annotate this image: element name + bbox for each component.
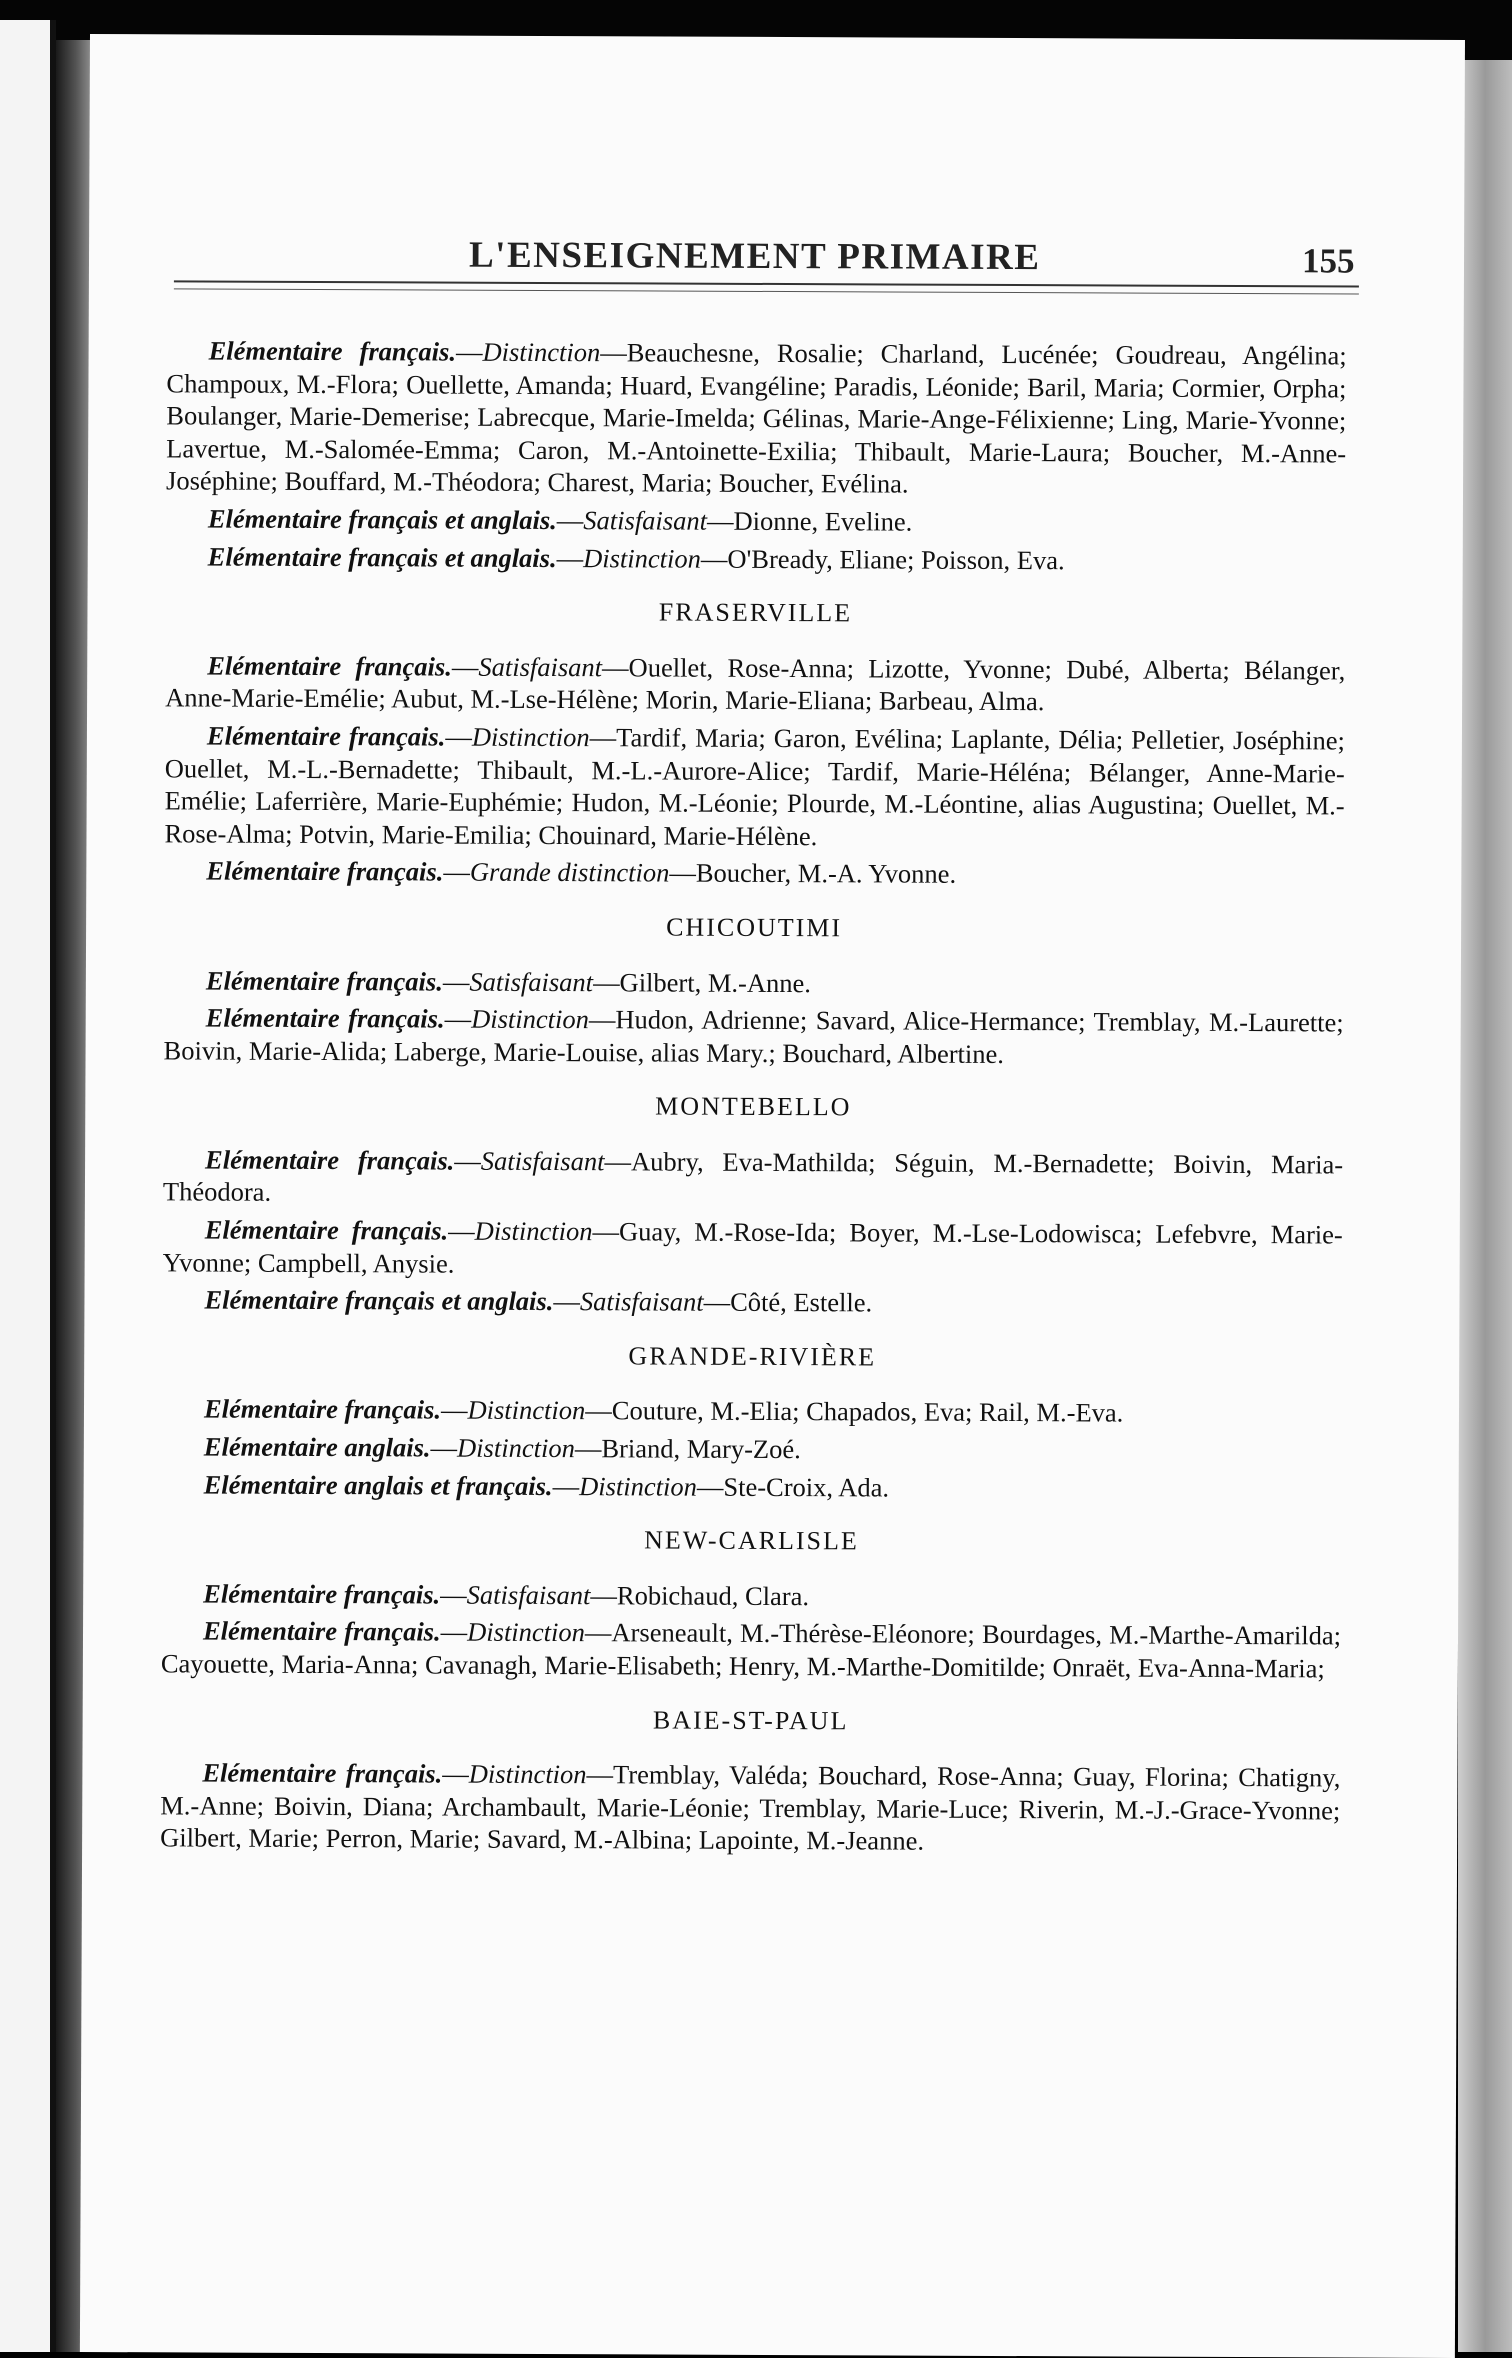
result-entry: Elémentaire français et anglais.—Satisfaisant—Côté, Estelle. <box>204 1284 873 1318</box>
student-names: Guay, M.-Rose-Ida; Boyer, M.-Lse-Lodowisca; Lefebvre, Marie-Yvonne; Campbell, Anysie. <box>162 1216 1343 1279</box>
book-page <box>80 34 1465 2358</box>
exam-level: Elémentaire français. <box>202 1757 443 1789</box>
page-header <box>89 204 1464 280</box>
grade-mark: Grande distinction <box>469 856 670 888</box>
grade-mark: Satisfaisant <box>469 966 594 997</box>
result-entry: Elémentaire anglais.—Distinction—Briand, Mary-Zoé. <box>203 1431 801 1465</box>
exam-level: Elémentaire français et anglais. <box>204 1284 554 1317</box>
result-entry: Elémentaire français.—Distinction—Arseneault, M.-Thérèse-Eléonore; Bourdages, M.-Marthe-Amarilda; Cayouette, Maria-Anna; Cavanagh, Marie-Elisabeth; Henry, M.-Marthe-Domitilde; Onraët, Eva-Anna-Maria; <box>160 1615 1342 1684</box>
student-names: Robichaud, Clara. <box>616 1580 810 1611</box>
student-names: O'Bready, Eliane; Poisson, Eva. <box>727 543 1065 575</box>
town-heading: GRANDE-RIVIÈRE <box>628 1341 877 1372</box>
grade-mark: Distinction <box>471 721 590 753</box>
result-entry: Elémentaire français.—Satisfaisant—Aubry, Eva-Mathilda; Séguin, M.-Bernadette; Boivin, Maria-Théodora. <box>162 1144 1344 1208</box>
student-names: Aubry, Eva-Mathilda; Séguin, M.-Bernadette; Boivin, Maria-Théodora. <box>162 1146 1344 1208</box>
grade-mark: Distinction <box>467 1617 586 1648</box>
town-heading: MONTEBELLO <box>655 1091 852 1122</box>
result-entry: Elémentaire français.—Distinction—Beauchesne, Rosalie; Charland, Lucénée; Goudreau, Angélina; Champoux, M.-Flora; Ouellette, Amanda; Huard, Evangéline; Paradis, Léonide; Baril, Maria; Cormier, Orpha; Boulanger, Marie-Demerise; Labrecque, Marie-Imelda; Gélinas, Marie-Ange-Félixienne; Ling, Marie-Yvonne; Lavertue, M.-Salomée-Emma; Caron, M.-Antoinette-Exilia; Thibault, Marie-Laura; Boucher, M.-Anne-Joséphine; Bouffard, M.-Théodora; Charest, Maria; Boucher, Evélina. <box>165 335 1347 499</box>
town-heading: CHICOUTIMI <box>666 912 843 943</box>
grade-mark: Distinction <box>579 1470 697 1502</box>
exam-level: Elémentaire français. <box>205 1002 445 1034</box>
grade-mark: Distinction <box>474 1215 593 1247</box>
exam-level: Elémentaire français. <box>208 335 457 367</box>
result-entry: Elémentaire français et anglais.—Distinction—O'Bready, Eliane; Poisson, Eva. <box>207 541 1065 575</box>
exam-level: Elémentaire français. <box>207 650 452 682</box>
student-names: Boucher, M.-A. Yvonne. <box>695 857 957 890</box>
grade-mark: Satisfaisant <box>480 1145 605 1177</box>
grade-mark: Satisfaisant <box>466 1579 591 1611</box>
student-names: Arseneault, M.-Thérèse-Eléonore; Bourdages, M.-Marthe-Amarilda; Cayouette, Maria-Anna; Cavanagh, Marie-Elisabeth; Henry, M.-Marthe-Domitilde; Onraët, Eva-Anna-Maria; <box>160 1617 1342 1684</box>
student-names: Ouellet, Rose-Anna; Lizotte, Yvonne; Dubé, Alberta; Bélanger, Anne-Marie-Emélie; Aubut, M.-Lse-Hélène; Morin, Marie-Eliana; Barbeau, Alma. <box>165 652 1346 717</box>
student-names: Briand, Mary-Zoé. <box>601 1433 801 1465</box>
page-number: 155 <box>1301 241 1355 281</box>
page-stack-edge <box>1458 60 1512 2352</box>
exam-level: Elémentaire français. <box>205 1144 455 1176</box>
exam-level: Elémentaire anglais et français. <box>203 1469 553 1501</box>
grade-mark: Satisfaisant <box>478 651 603 682</box>
header-rule-top <box>174 280 1359 287</box>
grade-mark: Distinction <box>467 1395 586 1426</box>
student-names: Hudon, Adrienne; Savard, Alice-Hermance; Tremblay, M.-Laurette; Boivin, Marie-Alida; Laberge, Marie-Louise, alias Mary.; Bouchard, Albertine. <box>163 1004 1344 1069</box>
student-names: Côté, Estelle. <box>730 1287 873 1318</box>
grade-mark: Distinction <box>583 542 702 574</box>
town-heading: FRASERVILLE <box>658 597 853 628</box>
grade-mark: Distinction <box>482 336 601 368</box>
student-names: Dionne, Eveline. <box>733 505 913 537</box>
result-entry: Elémentaire anglais et français.—Distinction—Ste-Croix, Ada. <box>203 1469 890 1503</box>
page-body <box>160 334 1347 1864</box>
result-entry: Elémentaire français.—Satisfaisant—Ouellet, Rose-Anna; Lizotte, Yvonne; Dubé, Alberta; Bélanger, Anne-Marie-Emélie; Aubut, M.-Lse-Hélène; Morin, Marie-Eliana; Barbeau, Alma. <box>165 650 1346 717</box>
previous-page-edge <box>0 20 56 2352</box>
student-names: Gilbert, M.-Anne. <box>619 966 812 998</box>
town-heading: NEW-CARLISLE <box>644 1525 859 1556</box>
exam-level: Elémentaire français. <box>206 855 444 887</box>
result-entry: Elémentaire français.—Distinction—Tremblay, Valéda; Bouchard, Rose-Anna; Guay, Florina; Chatigny, M.-Anne; Boivin, Diana; Archambault, Marie-Léonie; Tremblay, Marie-Luce; Riverin, M.-J.-Grace-Yvonne; Gilbert, Marie; Perron, Marie; Savard, M.-Albina; Lapointe, M.-Jeanne. <box>160 1757 1341 1857</box>
result-entry: Elémentaire français.—Satisfaisant—Robichaud, Clara. <box>203 1578 810 1611</box>
exam-level: Elémentaire français. <box>203 1393 442 1425</box>
grade-mark: Distinction <box>457 1432 575 1464</box>
header-rule-bottom <box>174 288 1359 294</box>
result-entry: Elémentaire français.—Distinction—Hudon, Adrienne; Savard, Alice-Hermance; Tremblay, M.-Laurette; Boivin, Marie-Alida; Laberge, Marie-Louise, alias Mary.; Bouchard, Albertine. <box>163 1002 1344 1069</box>
grade-mark: Distinction <box>468 1758 587 1790</box>
exam-level: Elémentaire français. <box>204 1214 449 1246</box>
result-entry: Elémentaire français.—Satisfaisant—Gilbert, M.-Anne. <box>205 965 812 998</box>
student-names: Tremblay, Valéda; Bouchard, Rose-Anna; Guay, Florina; Chatigny, M.-Anne; Boivin, Diana; Archambault, Marie-Léonie; Tremblay, Marie-Luce; Riverin, M.-J.-Grace-Yvonne; Gilbert, Marie; Perron, Marie; Savard, M.-Albina; Lapointe, M.-Jeanne. <box>160 1759 1341 1857</box>
result-entry: Elémentaire français.—Distinction—Couture, M.-Elia; Chapados, Eva; Rail, M.-Eva. <box>203 1393 1124 1428</box>
running-title: L'ENSEIGNEMENT PRIMAIRE <box>468 234 1041 279</box>
result-entry: Elémentaire français et anglais.—Satisfaisant—Dionne, Eveline. <box>207 503 913 537</box>
exam-level: Elémentaire français et anglais. <box>207 541 557 573</box>
exam-level: Elémentaire français. <box>206 720 446 752</box>
student-names: Tardif, Maria; Garon, Evélina; Laplante, Délia; Pelletier, Joséphine; Ouellet, M.-L.-Bernadette; Thibault, M.-L.-Aurore-Alice; Tardif, Marie-Héléna; Bélanger, Anne-Marie-Emélie; Laferrière, Marie-Euphémie; Hudon, M.-Léonie; Plourde, M.-Léontine, alias Augustina; Ouellet, M.-Rose-Alma; Potvin, Marie-Emilia; Chouinard, Marie-Hélène. <box>164 722 1345 851</box>
exam-level: Elémentaire français. <box>202 1615 441 1647</box>
exam-level: Elémentaire français. <box>203 1578 441 1610</box>
exam-level: Elémentaire français et anglais. <box>207 503 557 536</box>
grade-mark: Satisfaisant <box>579 1286 704 1317</box>
result-entry: Elémentaire français.—Grande distinction—Boucher, M.-A. Yvonne. <box>206 855 957 890</box>
grade-mark: Satisfaisant <box>583 505 708 536</box>
exam-level: Elémentaire anglais. <box>203 1431 431 1463</box>
student-names: Couture, M.-Elia; Chapados, Eva; Rail, M.-Eva. <box>611 1395 1124 1428</box>
town-heading: BAIE-ST-PAUL <box>652 1705 849 1735</box>
student-names: Ste-Croix, Ada. <box>723 1471 890 1503</box>
result-entry: Elémentaire français.—Distinction—Tardif, Maria; Garon, Evélina; Laplante, Délia; Pelletier, Joséphine; Ouellet, M.-L.-Bernadette; Thibault, M.-L.-Aurore-Alice; Tardif, Marie-Héléna; Bélanger, Anne-Marie-Emélie; Laferrière, Marie-Euphémie; Hudon, M.-Léonie; Plourde, M.-Léontine, alias Augustina; Ouellet, M.-Rose-Alma; Potvin, Marie-Emilia; Chouinard, Marie-Hélène. <box>164 720 1345 851</box>
exam-level: Elémentaire français. <box>205 965 443 997</box>
result-entry: Elémentaire français.—Distinction—Guay, M.-Rose-Ida; Boyer, M.-Lse-Lodowisca; Lefebvre, Marie-Yvonne; Campbell, Anysie. <box>162 1214 1343 1279</box>
student-names: Beauchesne, Rosalie; Charland, Lucénée; Goudreau, Angélina; Champoux, M.-Flora; Ouellette, Amanda; Huard, Evangéline; Paradis, Léonide; Baril, Maria; Cormier, Orpha; Boulanger, Marie-Demerise; Labrecque, Marie-Imelda; Gélinas, Marie-Ange-Félixienne; Ling, Marie-Yvonne; Lavertue, M.-Salomée-Emma; Caron, M.-Antoinette-Exilia; Thibault, Marie-Laura; Boucher, M.-Anne-Joséphine; Bouffard, M.-Théodora; Charest, Maria; Boucher, Evélina. <box>165 337 1347 499</box>
grade-mark: Distinction <box>471 1003 589 1035</box>
